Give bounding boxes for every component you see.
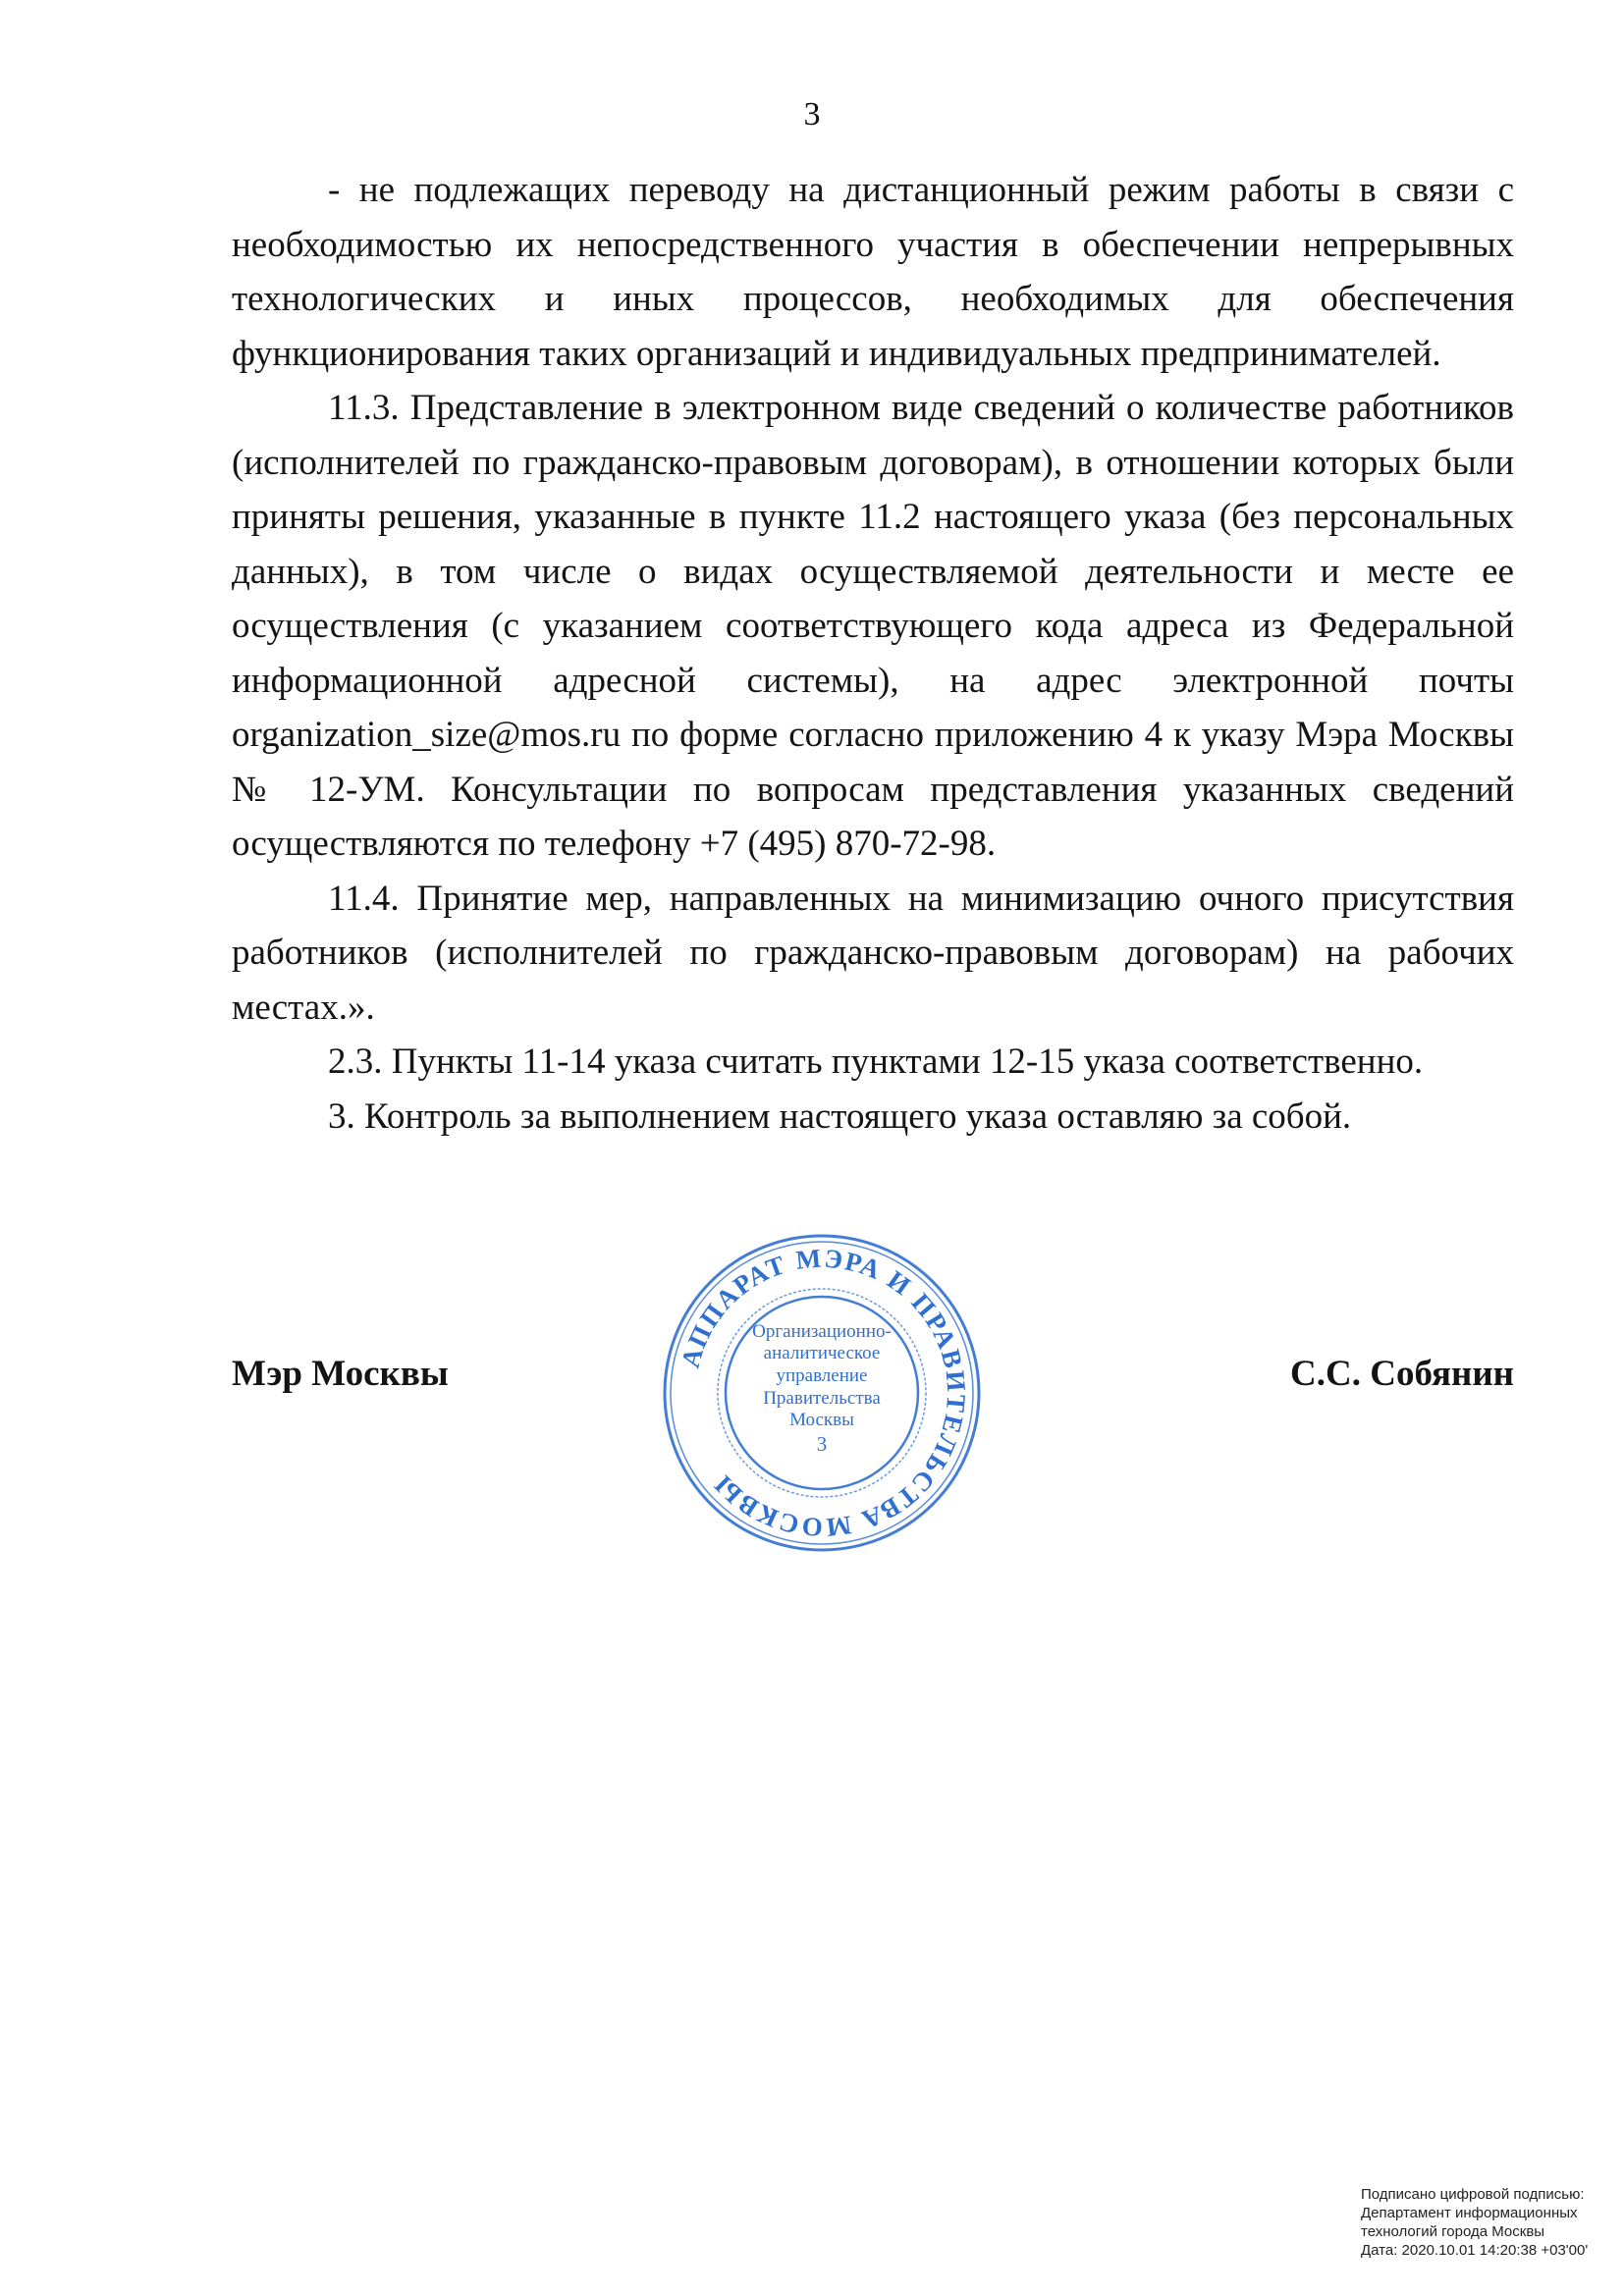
paragraph-2-3: 2.3. Пункты 11-14 указа считать пунктами 12-15 указа соответственно. xyxy=(328,1041,1424,1082)
stamp-line-6: 3 xyxy=(816,1432,828,1456)
digital-signature-line: Подписано цифровой подписью: xyxy=(1361,2186,1585,2203)
paragraph-11-3: 11.3. Представление в электронном виде сведений о количестве работников (исполнителей по гражданско-правовым договорам), в отношении которых были приняты решения, указанные в пункте 11.2 настоящего указа (без персональных данных), в том числе о видах осуществляемой деятельности и месте ее осуществления (с указанием соответствующего кода адреса из Федеральной информационной адресной системы), на адрес электронной почты organization_size@mos.ru по форме согласно приложению 4 к указу Мэра Москвы № 12-УМ. Консультации по вопросам представления указанных сведений осуществляются по телефону +7 (495) 870-72-98. xyxy=(232,388,1514,864)
signatory-title: Мэр Москвы xyxy=(232,1354,449,1394)
document-body xyxy=(232,163,1514,1144)
digital-signature-line: технологий города Москвы xyxy=(1361,2223,1545,2240)
stamp-line-4: Правительства xyxy=(763,1388,881,1409)
paragraph-3: 3. Контроль за выполнением настоящего указа оставляю за собой. xyxy=(328,1095,1352,1137)
stamp-line-1: Организационно- xyxy=(752,1321,892,1342)
official-stamp xyxy=(658,1229,986,1557)
stamp-line-5: Москвы xyxy=(789,1410,854,1430)
paragraph-11-4: 11.4. Принятие мер, направленных на минимизацию очного присутствия работников (исполнителей по гражданско-правовым договорам) на рабочих местах.». xyxy=(232,878,1514,1028)
digital-signature-block xyxy=(1361,2185,1618,2260)
stamp-line-2: аналитическое xyxy=(763,1343,881,1363)
signatory-name: С.С. Собянин xyxy=(1290,1354,1514,1394)
stamp-outer-text: АППАРАТ МЭРА И ПРАВИТЕЛЬСТВА МОСКВЫ xyxy=(675,1243,972,1543)
digital-signature-line: Департамент информационных xyxy=(1361,2205,1578,2221)
page-number: 3 xyxy=(803,96,821,133)
digital-signature-date: Дата: 2020.10.01 14:20:38 +03'00' xyxy=(1361,2242,1589,2259)
stamp-line-3: управление xyxy=(776,1365,868,1386)
paragraph-continuation: - не подлежащих переводу на дистанционный режим работы в связи с необходимостью их непосредственного участия в обеспечении непрерывных технологических и иных процессов, необходимых для обеспечения функционирования таких организаций и индивидуальных предпринимателей. xyxy=(232,170,1514,374)
